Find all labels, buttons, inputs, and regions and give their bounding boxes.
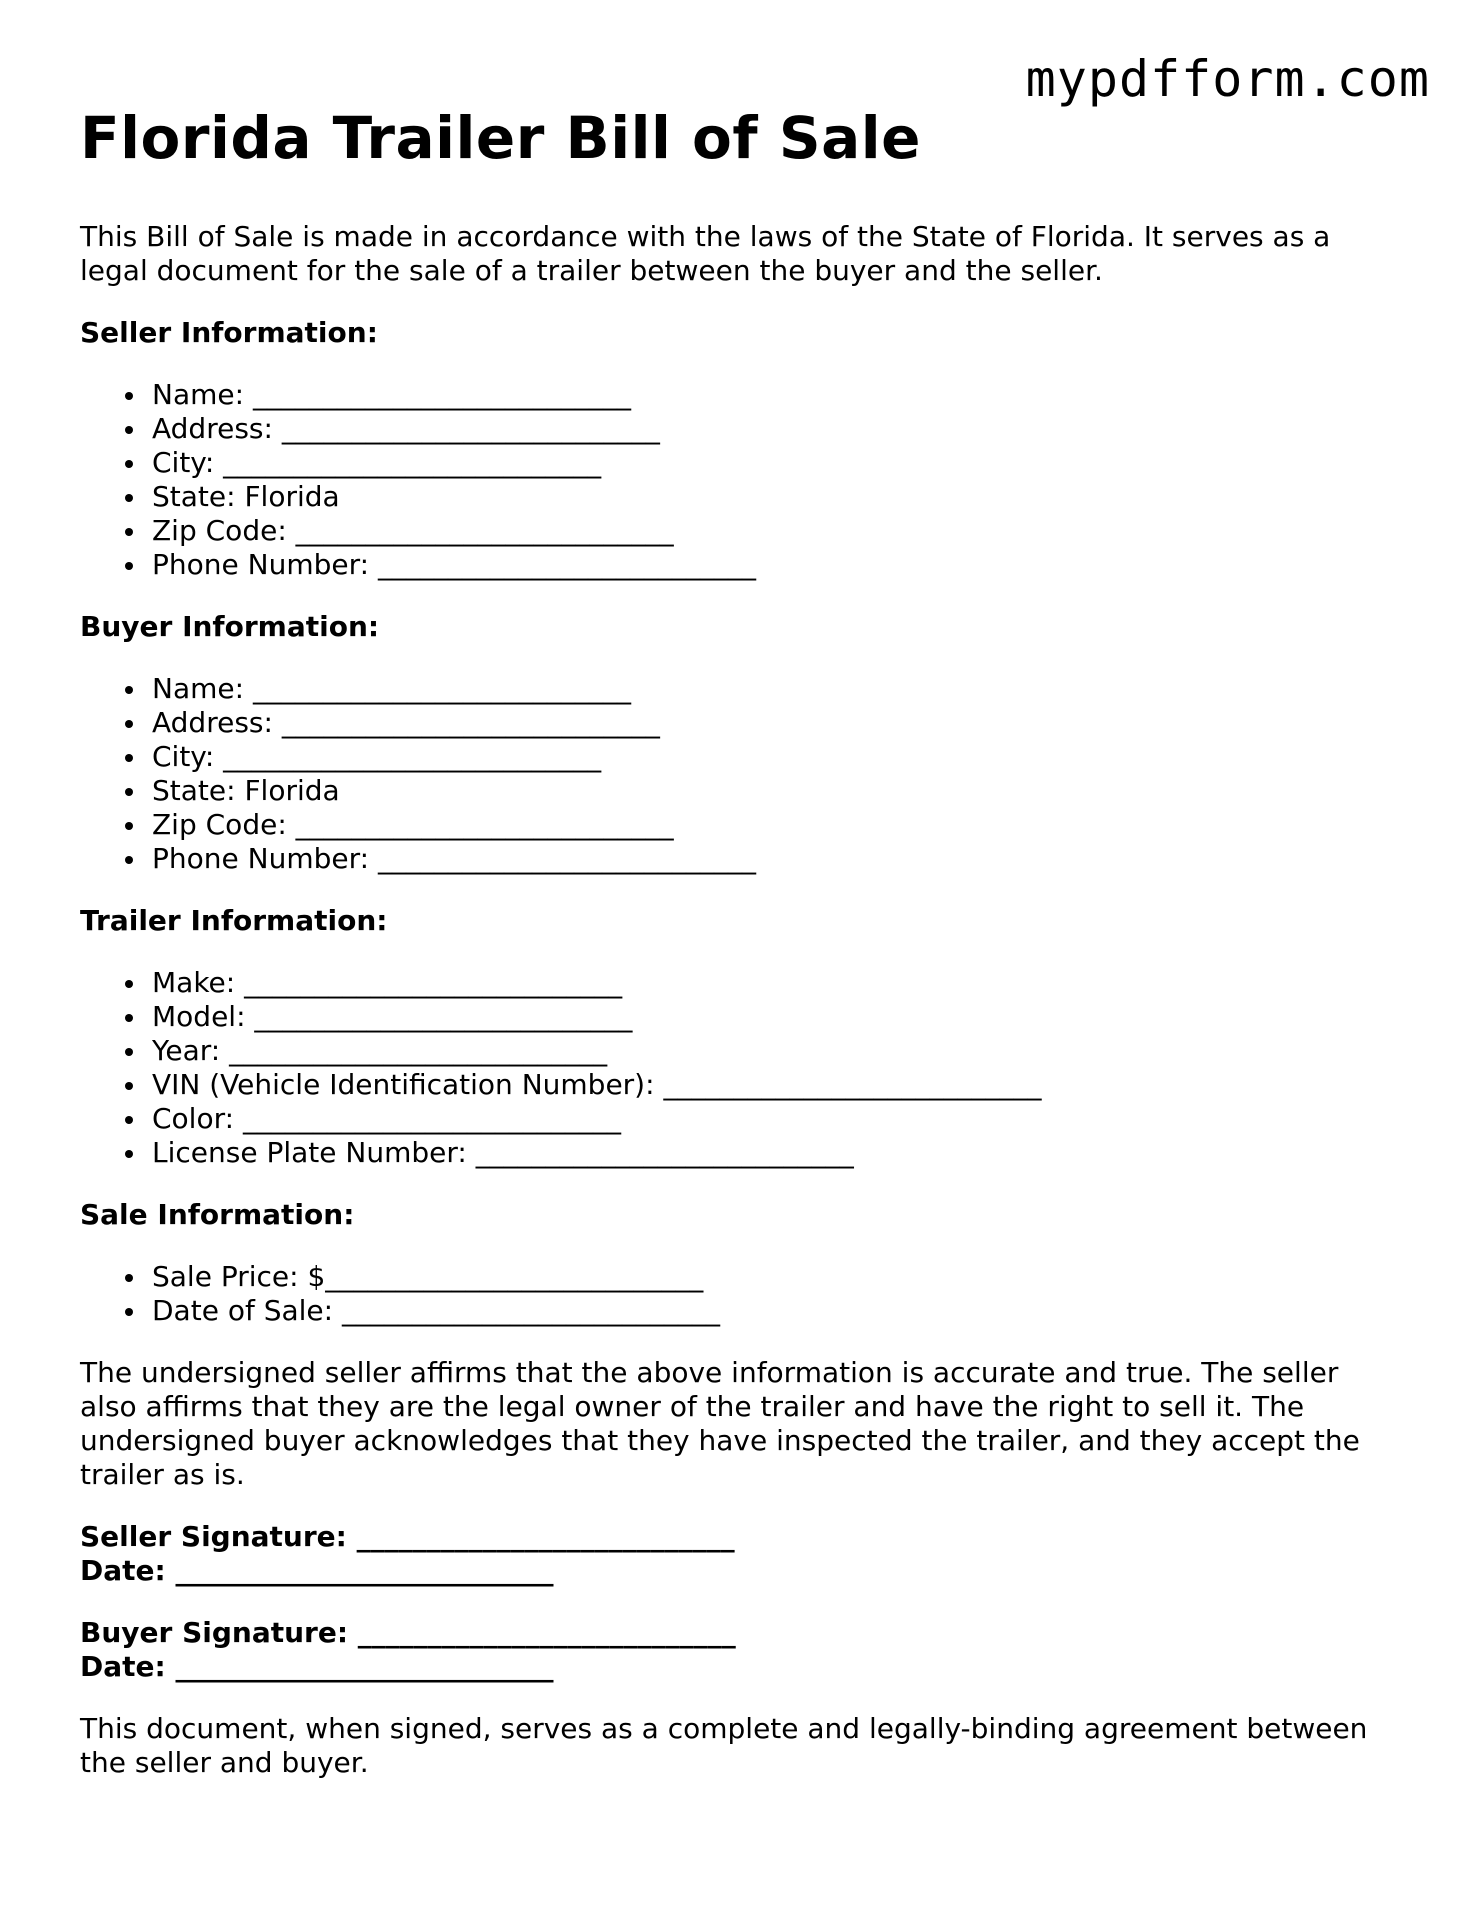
closing-paragraph: This document, when signed, serves as a complete and legally-binding agreement between the seller and buyer. [80,1712,1368,1779]
seller-zip-field[interactable]: Zip Code: ___________________________ [152,514,1400,548]
trailer-vin-field[interactable]: VIN (Vehicle Identification Number): ___________________________ [152,1068,1400,1102]
document-title: Florida Trailer Bill of Sale [80,104,921,172]
sale-date-field[interactable]: Date of Sale: ___________________________ [152,1294,1400,1328]
buyer-state-value: State: Florida [152,774,1400,808]
buyer-city-field[interactable]: City: ___________________________ [152,740,1400,774]
seller-city-field[interactable]: City: ___________________________ [152,446,1400,480]
buyer-signature-field[interactable]: Buyer Signature: ___________________________ [80,1616,736,1649]
buyer-signature-date-field[interactable]: Date: ___________________________ [80,1650,554,1683]
buyer-address-field[interactable]: Address: ___________________________ [152,706,1400,740]
buyer-phone-field[interactable]: Phone Number: ___________________________ [152,842,1400,876]
buyer-zip-field[interactable]: Zip Code: ___________________________ [152,808,1400,842]
sale-price-field[interactable]: Sale Price: $___________________________ [152,1260,1400,1294]
seller-name-field[interactable]: Name: ___________________________ [152,378,1400,412]
affirmation-paragraph: The undersigned seller affirms that the above information is accurate and true. The seller also affirms that they are the legal owner of the trailer and have the right to sell it. The undersigned buyer acknowledges that they have inspected the trailer, and they accept the trailer as is. [80,1356,1360,1491]
trailer-make-field[interactable]: Make: ___________________________ [152,966,1400,1000]
trailer-model-field[interactable]: Model: ___________________________ [152,1000,1400,1034]
buyer-information-list [80,672,1400,876]
seller-information-heading: Seller Information: [80,316,378,349]
document-page [80,98,1400,1808]
seller-signature-block [80,1520,1400,1588]
trailer-information-list [80,966,1400,1170]
seller-signature-field[interactable]: Seller Signature: ___________________________ [80,1520,735,1553]
seller-state-value: State: Florida [152,480,1400,514]
seller-address-field[interactable]: Address: ___________________________ [152,412,1400,446]
trailer-color-field[interactable]: Color: ___________________________ [152,1102,1400,1136]
trailer-license-plate-field[interactable]: License Plate Number: ___________________________ [152,1136,1400,1170]
trailer-information-heading: Trailer Information: [80,904,388,937]
seller-information-list [80,378,1400,582]
seller-signature-date-field[interactable]: Date: ___________________________ [80,1554,554,1587]
buyer-information-heading: Buyer Information: [80,610,380,643]
buyer-name-field[interactable]: Name: ___________________________ [152,672,1400,706]
trailer-year-field[interactable]: Year: ___________________________ [152,1034,1400,1068]
watermark-text: mypdfform.com [1025,50,1430,108]
intro-paragraph: This Bill of Sale is made in accordance with the laws of the State of Florida. It serves as a legal document for the sale of a trailer between the buyer and the seller. [80,220,1331,287]
sale-information-list [80,1260,1400,1328]
seller-phone-field[interactable]: Phone Number: ___________________________ [152,548,1400,582]
buyer-signature-block [80,1616,1400,1684]
sale-information-heading: Sale Information: [80,1198,355,1231]
